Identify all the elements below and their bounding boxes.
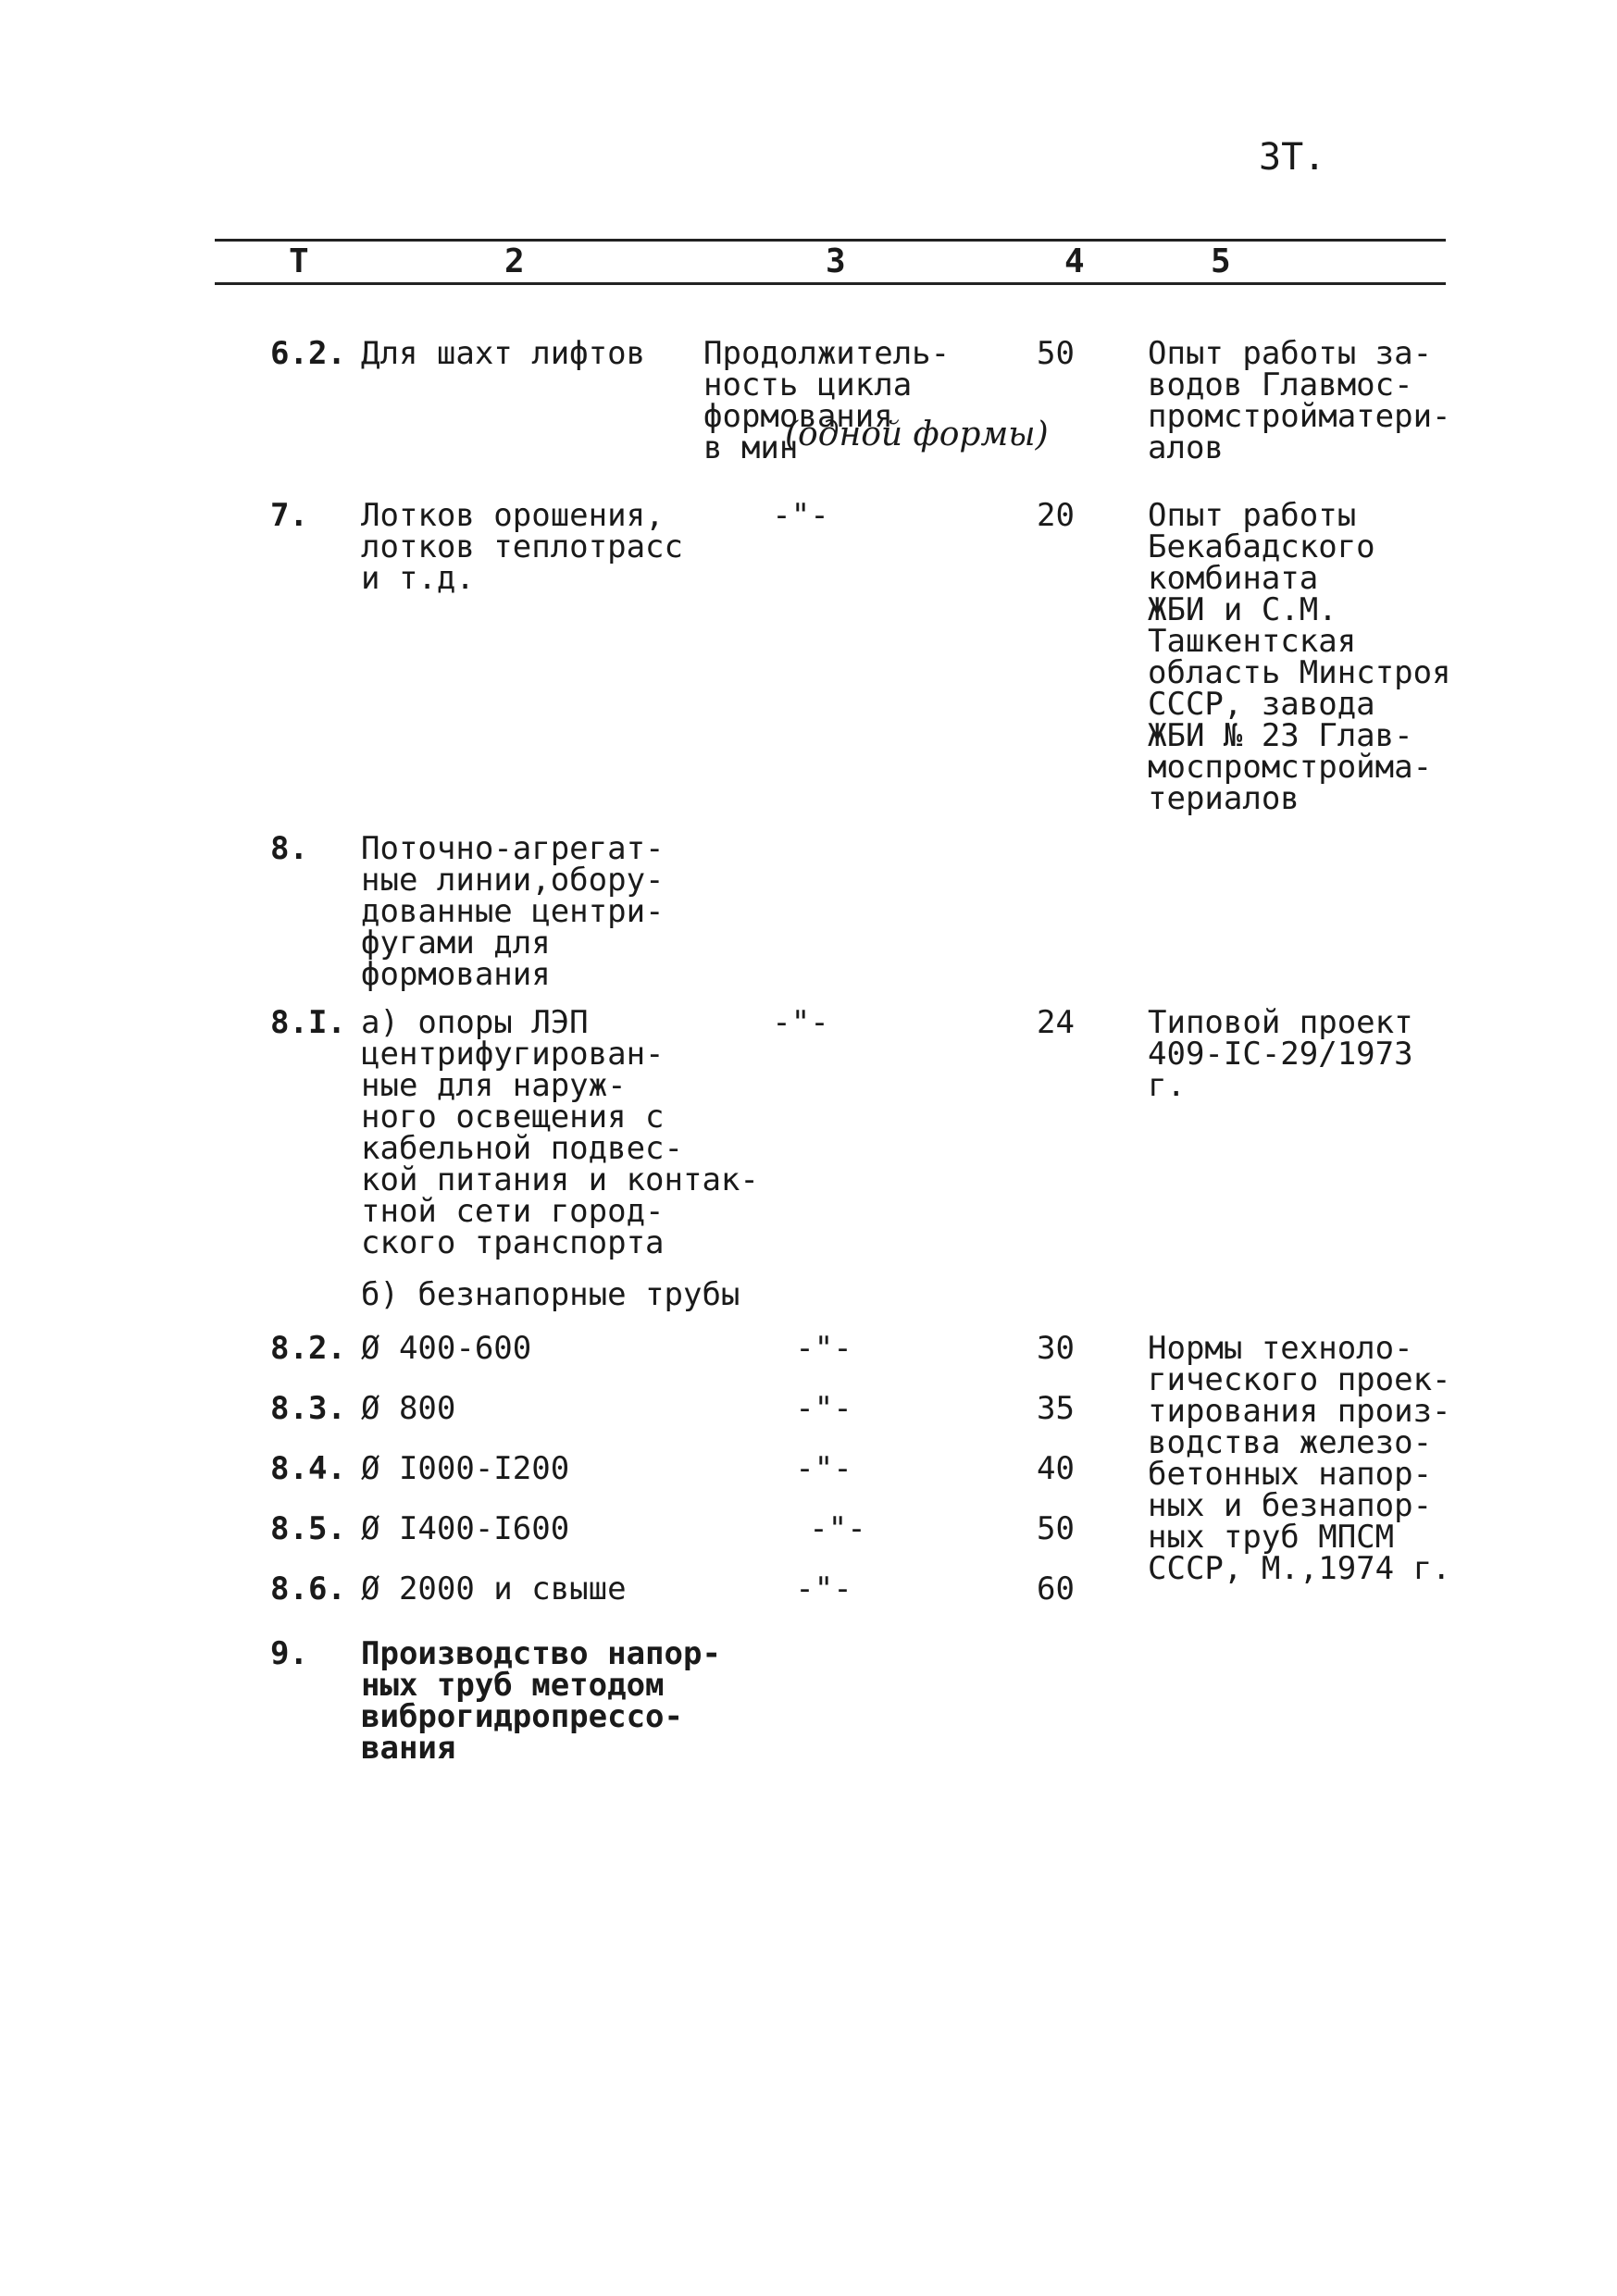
row-value: 40 <box>1037 1450 1075 1487</box>
row-source: Опыт работы за- водов Главмос- промстройматери- алов <box>1148 335 1451 466</box>
table-top-rule <box>215 239 1446 242</box>
row-value: 30 <box>1037 1330 1075 1367</box>
row-parameter: Продолжитель- ность цикла формования в мин <box>703 335 951 466</box>
header-col-1: Т <box>289 242 309 280</box>
row-name: Ø 400-600 <box>361 1330 532 1367</box>
row-ditto: -"- <box>795 1390 852 1427</box>
header-col-5: 5 <box>1211 242 1231 280</box>
row-name: Ø 2000 и свыше <box>361 1570 627 1607</box>
row-ditto: -"- <box>795 1330 852 1367</box>
row-value: 50 <box>1037 335 1075 372</box>
row-ditto: -"- <box>795 1450 852 1487</box>
row-number: 8.4. <box>270 1450 346 1487</box>
row-number: 8.6. <box>270 1570 346 1607</box>
row-value: 24 <box>1037 1004 1075 1041</box>
row-number: 8.2. <box>270 1330 346 1367</box>
row-number: 8. <box>270 830 308 867</box>
row-name: а) опоры ЛЭП центрифугирован- ные для наруж- ного освещения с кабельной подвес- кой питания и контак- тной сети город- ского транспорта <box>361 1004 759 1261</box>
row-source: Типовой проект 409-IC-29/1973 г. <box>1148 1004 1413 1104</box>
header-col-3: 3 <box>826 242 846 280</box>
row-name: Лотков орошения, лотков теплотрасс и т.д. <box>361 497 683 597</box>
row-source: Нормы техноло- гического проек- тирования произ- водства железо- бетонных напор- ных и безнапор- ных труб МПСМ СССР, М.,1974 г. <box>1148 1330 1451 1587</box>
table-bottom-rule <box>215 282 1446 285</box>
row-name: Производство напор- ных труб методом виброгидропрессо- вания <box>361 1635 721 1767</box>
row-number: 8.5. <box>270 1510 346 1547</box>
row-number: 9. <box>270 1635 308 1672</box>
row-value: 20 <box>1037 497 1075 534</box>
header-col-4: 4 <box>1064 242 1085 280</box>
row-name: Ø I400-I600 <box>361 1510 570 1547</box>
row-name: Поточно-агрегат- ные линии,обору- дованные центри- фугами для формования <box>361 830 665 993</box>
row-number: 7. <box>270 497 308 534</box>
row-value: 35 <box>1037 1390 1075 1427</box>
row-ditto: -"- <box>795 1570 852 1607</box>
row-ditto: -"- <box>772 1004 829 1041</box>
row-number: 8.3. <box>270 1390 346 1427</box>
row-name: Ø 800 <box>361 1390 456 1427</box>
row-ditto: -"- <box>809 1510 866 1547</box>
row-name: Для шахт лифтов <box>361 335 646 372</box>
row-parameter-handwritten: (одной формы) <box>785 416 1049 453</box>
row-subheading: б) безнапорные трубы <box>361 1276 740 1313</box>
row-number: 8.I. <box>270 1004 346 1041</box>
page-number: 3Т. <box>1259 136 1326 179</box>
row-value: 50 <box>1037 1510 1075 1547</box>
row-name: Ø I000-I200 <box>361 1450 570 1487</box>
row-source: Опыт работы Бекабадского комбината ЖБИ и С.М. Ташкентская область Минстроя СССР, завода ЖБИ № 23 Глав- моспромстройма- териалов <box>1148 497 1451 817</box>
row-value: 60 <box>1037 1570 1075 1607</box>
header-col-2: 2 <box>504 242 525 280</box>
row-number: 6.2. <box>270 335 346 372</box>
row-ditto: -"- <box>772 497 829 534</box>
